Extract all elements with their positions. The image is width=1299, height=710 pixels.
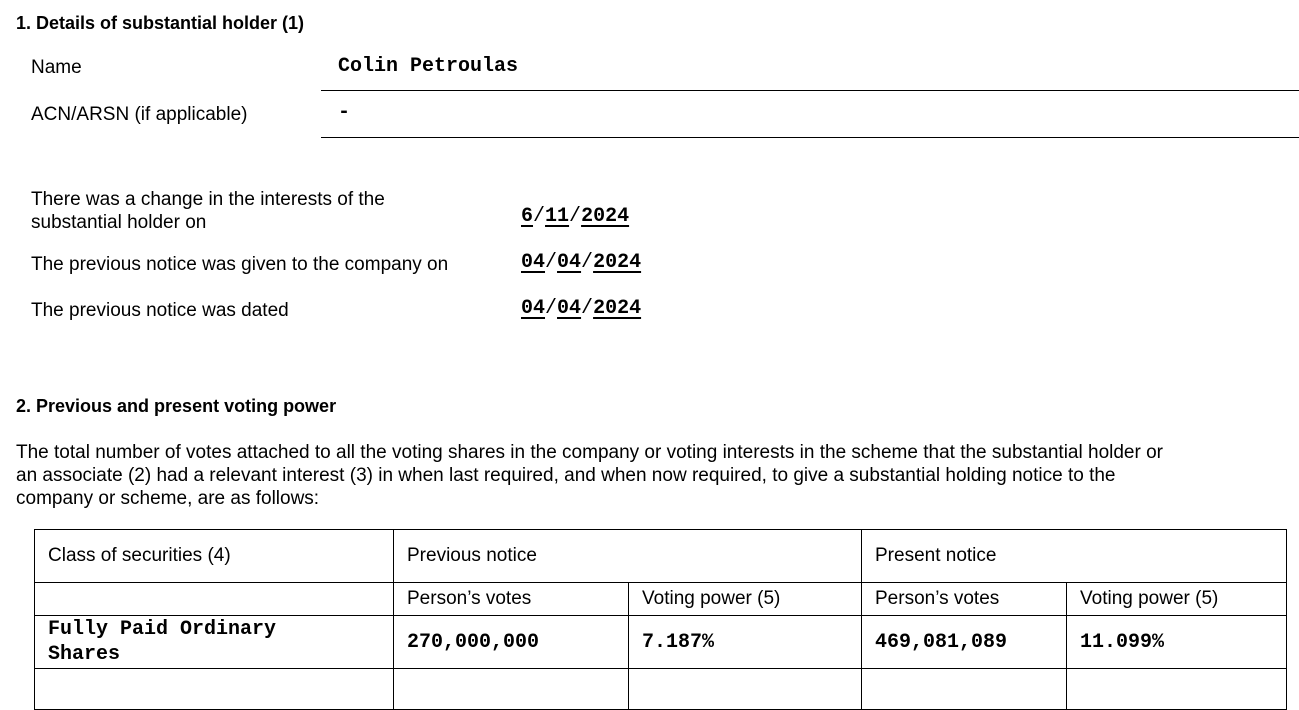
paragraph-line: company or scheme, are as follows:: [16, 488, 320, 509]
prev-given-month: 04: [557, 251, 582, 274]
header-class-of-securities: Class of securities (4): [35, 530, 394, 583]
date-separator: /: [545, 251, 558, 274]
change-date: [521, 205, 629, 228]
change-label-line2: substantial holder on: [31, 212, 207, 233]
subheader-empty: [35, 583, 394, 616]
date-separator: /: [545, 297, 558, 320]
prev-given-year: 2024: [593, 251, 642, 274]
prev-dated-date: [521, 297, 641, 320]
table-row-empty: [35, 669, 1287, 710]
subheader-prev-voting-power: Voting power (5): [629, 583, 862, 616]
cell-prev-persons-votes: 270,000,000: [394, 616, 629, 669]
cell-prev-voting-power: 7.187%: [629, 616, 862, 669]
subheader-prev-persons-votes: Person’s votes: [394, 583, 629, 616]
class-line1: Fully Paid Ordinary: [48, 618, 277, 641]
cell-pres-voting-power: 11.099%: [1067, 616, 1287, 669]
name-label: Name: [31, 57, 82, 78]
acn-underline: [321, 137, 1299, 138]
header-previous-notice: Previous notice: [394, 530, 862, 583]
prev-dated-year: 2024: [593, 297, 642, 320]
table-subheader-row: [35, 583, 1287, 616]
acn-label: ACN/ARSN (if applicable): [31, 104, 248, 125]
empty-cell: [394, 669, 629, 710]
prev-dated-month: 04: [557, 297, 582, 320]
name-underline: [321, 90, 1299, 91]
date-separator: /: [569, 205, 582, 228]
change-date-month: 11: [545, 205, 570, 228]
acn-value: -: [338, 101, 351, 124]
paragraph-line: an associate (2) had a relevant interest (3) in when last required, and when now required, to give a substantial holding notice to the: [16, 465, 1116, 486]
change-date-year: 2024: [581, 205, 630, 228]
section-2-paragraph: [16, 441, 1163, 510]
cell-pres-persons-votes: 469,081,089: [862, 616, 1067, 669]
prev-given-date: [521, 251, 641, 274]
voting-power-table: [34, 529, 1287, 710]
class-line2: Shares: [48, 643, 121, 666]
prev-given-label: The previous notice was given to the company on: [31, 254, 449, 275]
section-1-heading: 1. Details of substantial holder (1): [16, 13, 305, 33]
change-label-line1: There was a change in the interests of the: [31, 189, 385, 210]
empty-cell: [35, 669, 394, 710]
change-label: [31, 188, 385, 234]
header-present-notice: Present notice: [862, 530, 1287, 583]
empty-cell: [1067, 669, 1287, 710]
section-2-heading: 2. Previous and present voting power: [16, 396, 337, 416]
table-row: [35, 616, 1287, 669]
date-separator: /: [581, 297, 594, 320]
subheader-pres-persons-votes: Person’s votes: [862, 583, 1067, 616]
prev-dated-day: 04: [521, 297, 546, 320]
paragraph-line: The total number of votes attached to all the voting shares in the company or voting interests in the scheme that the substantial holder or: [16, 442, 1163, 463]
change-date-day: 6: [521, 205, 534, 228]
table-header-row: [35, 530, 1287, 583]
date-separator: /: [581, 251, 594, 274]
name-value: Colin Petroulas: [338, 55, 519, 78]
prev-given-day: 04: [521, 251, 546, 274]
subheader-pres-voting-power: Voting power (5): [1067, 583, 1287, 616]
empty-cell: [629, 669, 862, 710]
empty-cell: [862, 669, 1067, 710]
date-separator: /: [533, 205, 546, 228]
prev-dated-label: The previous notice was dated: [31, 300, 289, 321]
cell-class-of-securities: [35, 616, 394, 669]
